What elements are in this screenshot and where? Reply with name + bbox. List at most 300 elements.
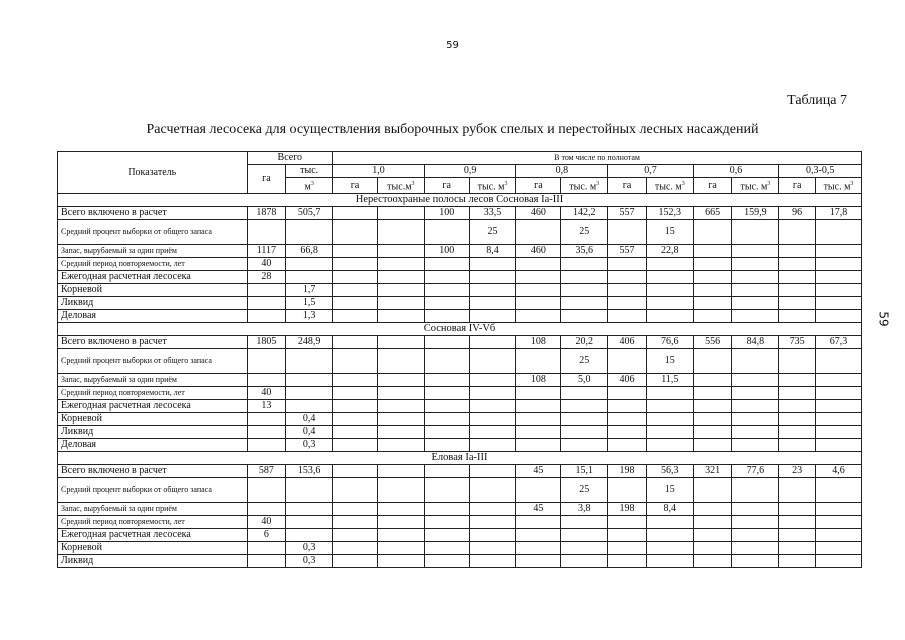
table-cell	[693, 413, 732, 426]
header-total: Всего	[247, 152, 333, 165]
table-cell	[646, 310, 693, 323]
table-cell	[377, 374, 424, 387]
table-cell: 45	[516, 503, 561, 516]
table-cell	[779, 516, 816, 529]
table-cell	[779, 349, 816, 374]
row-label: Ликвид	[58, 297, 248, 310]
section-title: Еловая Iа-III	[58, 452, 862, 465]
table-cell	[377, 349, 424, 374]
cell-total-ha	[247, 555, 286, 568]
table-cell	[469, 284, 516, 297]
cell-total-m3: 248,9	[286, 336, 333, 349]
table-cell: 557	[608, 245, 647, 258]
cell-total-m3	[286, 374, 333, 387]
table-cell	[516, 400, 561, 413]
table-cell	[608, 271, 647, 284]
table-cell	[333, 374, 378, 387]
table-cell	[608, 297, 647, 310]
table-row	[58, 529, 862, 542]
table-cell	[646, 387, 693, 400]
table-row	[58, 284, 862, 297]
row-label: Всего включено в расчет	[58, 465, 248, 478]
table-cell	[561, 439, 608, 452]
table-cell: 33,5	[469, 207, 516, 220]
section-title: Нерестоохраные полосы лесов Сосновая Iа-III	[58, 194, 862, 207]
table-cell	[779, 478, 816, 503]
table-row	[58, 439, 862, 452]
table-cell	[377, 400, 424, 413]
header-subcol-11: тыс. $м^3$	[815, 178, 861, 194]
table-cell	[646, 516, 693, 529]
table-cell	[815, 284, 861, 297]
cell-total-ha	[247, 439, 286, 452]
table-cell	[377, 542, 424, 555]
table-cell	[377, 245, 424, 258]
table-row	[58, 310, 862, 323]
table-cell	[608, 478, 647, 503]
header-total-m3-top: тыс.	[286, 165, 333, 178]
table-cell	[469, 271, 516, 284]
table-cell	[377, 439, 424, 452]
table-cell	[377, 207, 424, 220]
cell-total-m3: 1,7	[286, 284, 333, 297]
table-cell	[693, 439, 732, 452]
cell-total-m3	[286, 400, 333, 413]
table-row	[58, 271, 862, 284]
table-cell	[469, 542, 516, 555]
header-subcol-1: $тыс.м^3$	[377, 178, 424, 194]
table-cell	[424, 413, 469, 426]
row-label: Ликвид	[58, 426, 248, 439]
table-cell	[779, 284, 816, 297]
table-cell: 8,4	[646, 503, 693, 516]
cell-total-m3: 505,7	[286, 207, 333, 220]
table-cell: 460	[516, 245, 561, 258]
table-cell	[608, 387, 647, 400]
table-cell: 77,6	[732, 465, 779, 478]
table-cell	[561, 284, 608, 297]
table-cell	[693, 542, 732, 555]
table-cell	[608, 220, 647, 245]
cell-total-m3	[286, 516, 333, 529]
table-cell	[469, 310, 516, 323]
table-cell	[333, 310, 378, 323]
table-cell	[424, 374, 469, 387]
table-cell: 22,8	[646, 245, 693, 258]
table-cell	[469, 478, 516, 503]
table-cell	[779, 542, 816, 555]
document-title: Расчетная лесосека для осуществления выборочных рубок спелых и перестойных лесных насаждений	[146, 122, 759, 137]
table-row	[58, 555, 862, 568]
cell-total-m3	[286, 258, 333, 271]
table-cell	[732, 555, 779, 568]
header-subcol-6: га	[608, 178, 647, 194]
row-label: Средний процент выборки от общего запаса	[58, 478, 248, 503]
cell-total-ha	[247, 426, 286, 439]
table-row	[58, 336, 862, 349]
table-cell	[377, 555, 424, 568]
table-cell	[424, 220, 469, 245]
table-cell	[516, 271, 561, 284]
table-cell	[608, 426, 647, 439]
table-cell	[815, 271, 861, 284]
row-label: Корневой	[58, 413, 248, 426]
table-cell	[646, 439, 693, 452]
cell-total-m3: 0,3	[286, 439, 333, 452]
table-cell	[333, 439, 378, 452]
table-cell	[693, 503, 732, 516]
cell-total-ha	[247, 478, 286, 503]
table-cell	[693, 555, 732, 568]
table-cell	[516, 297, 561, 310]
table-cell	[646, 555, 693, 568]
table-cell	[561, 271, 608, 284]
table-cell	[732, 374, 779, 387]
table-cell	[516, 284, 561, 297]
table-cell	[608, 516, 647, 529]
cell-total-ha	[247, 310, 286, 323]
table-cell	[469, 516, 516, 529]
table-cell	[779, 426, 816, 439]
cell-total-m3	[286, 271, 333, 284]
table-cell	[333, 542, 378, 555]
table-cell	[424, 503, 469, 516]
table-cell	[469, 426, 516, 439]
table-cell	[469, 258, 516, 271]
cell-total-ha	[247, 413, 286, 426]
table-cell	[732, 400, 779, 413]
table-cell	[779, 503, 816, 516]
table-cell	[779, 529, 816, 542]
cell-total-ha	[247, 349, 286, 374]
section-title: Сосновая IV-Vб	[58, 323, 862, 336]
table-cell	[333, 245, 378, 258]
table-cell	[608, 310, 647, 323]
table-cell	[424, 284, 469, 297]
table-cell	[333, 349, 378, 374]
table-cell	[424, 465, 469, 478]
table-cell: 15	[646, 349, 693, 374]
table-cell: 100	[424, 245, 469, 258]
cell-total-ha	[247, 284, 286, 297]
table-cell	[516, 258, 561, 271]
table-cell	[469, 297, 516, 310]
header-subcol-8: га	[693, 178, 732, 194]
header-density-4: 0,6	[693, 165, 779, 178]
table-cell: 460	[516, 207, 561, 220]
table-cell	[732, 245, 779, 258]
cell-total-m3: 1,3	[286, 310, 333, 323]
table-cell	[693, 387, 732, 400]
table-cell	[561, 400, 608, 413]
table-cell	[333, 503, 378, 516]
table-cell	[377, 310, 424, 323]
table-row	[58, 400, 862, 413]
table-cell	[779, 258, 816, 271]
table-cell	[608, 413, 647, 426]
table-cell	[779, 413, 816, 426]
table-cell	[561, 555, 608, 568]
table-cell	[333, 336, 378, 349]
table-cell	[693, 271, 732, 284]
header-subcol-2: га	[424, 178, 469, 194]
table-cell	[516, 426, 561, 439]
table-cell	[377, 465, 424, 478]
table-cell: 25	[469, 220, 516, 245]
header-density-0: 1,0	[333, 165, 425, 178]
table-cell	[377, 503, 424, 516]
table-cell: 152,3	[646, 207, 693, 220]
table-cell	[732, 478, 779, 503]
table-cell	[732, 529, 779, 542]
table-cell	[516, 387, 561, 400]
header-total-m3-bottom: $м^3$	[286, 178, 333, 194]
table-cell	[608, 400, 647, 413]
harvest-table	[57, 151, 862, 568]
table-row	[58, 465, 862, 478]
table-cell	[516, 529, 561, 542]
table-cell	[377, 529, 424, 542]
table-cell	[516, 439, 561, 452]
table-cell	[424, 297, 469, 310]
table-cell	[693, 478, 732, 503]
cell-total-ha	[247, 297, 286, 310]
row-label: Средний период повторяемости, лет	[58, 387, 248, 400]
header-indicator: Показатель	[58, 152, 248, 194]
table-cell	[469, 503, 516, 516]
table-cell	[732, 439, 779, 452]
table-cell	[608, 258, 647, 271]
table-cell	[815, 349, 861, 374]
table-cell	[333, 387, 378, 400]
table-row	[58, 478, 862, 503]
table-cell	[646, 297, 693, 310]
table-cell	[815, 297, 861, 310]
table-cell	[377, 413, 424, 426]
table-cell	[516, 555, 561, 568]
table-cell	[424, 387, 469, 400]
table-row	[58, 503, 862, 516]
table-cell	[732, 349, 779, 374]
table-cell	[693, 310, 732, 323]
table-cell	[561, 413, 608, 426]
table-cell	[516, 349, 561, 374]
table-cell	[732, 426, 779, 439]
row-label: Корневой	[58, 284, 248, 297]
table-cell	[646, 400, 693, 413]
table-cell: 15	[646, 478, 693, 503]
table-cell	[333, 207, 378, 220]
table-cell	[469, 349, 516, 374]
table-cell	[561, 516, 608, 529]
cell-total-ha	[247, 542, 286, 555]
cell-total-m3	[286, 387, 333, 400]
table-cell	[469, 336, 516, 349]
table-cell	[469, 439, 516, 452]
table-row	[58, 349, 862, 374]
table-cell	[424, 426, 469, 439]
table-cell	[693, 297, 732, 310]
table-cell	[516, 516, 561, 529]
page-number-side: 59	[876, 311, 891, 327]
cell-total-m3	[286, 503, 333, 516]
table-cell	[377, 426, 424, 439]
row-label: Запас, вырубаемый за один приём	[58, 503, 248, 516]
table-cell	[608, 529, 647, 542]
table-cell	[779, 439, 816, 452]
row-label: Запас, вырубаемый за один приём	[58, 245, 248, 258]
table-row	[58, 387, 862, 400]
table-cell: 20,2	[561, 336, 608, 349]
table-cell	[377, 478, 424, 503]
table-cell	[646, 284, 693, 297]
table-cell	[693, 374, 732, 387]
header-subcol-4: га	[516, 178, 561, 194]
table-cell	[424, 336, 469, 349]
table-cell: 67,3	[815, 336, 861, 349]
table-cell	[608, 284, 647, 297]
table-cell	[815, 220, 861, 245]
table-cell	[779, 271, 816, 284]
table-cell	[377, 220, 424, 245]
header-density-3: 0,7	[608, 165, 694, 178]
table-cell	[469, 387, 516, 400]
row-label: Средний процент выборки от общего запаса	[58, 220, 248, 245]
cell-total-ha: 1805	[247, 336, 286, 349]
table-cell	[732, 310, 779, 323]
table-cell	[561, 297, 608, 310]
table-cell	[732, 271, 779, 284]
table-cell: 76,6	[646, 336, 693, 349]
table-cell	[646, 258, 693, 271]
table-cell	[815, 529, 861, 542]
table-cell	[815, 374, 861, 387]
table-cell	[333, 555, 378, 568]
table-cell: 3,8	[561, 503, 608, 516]
table-cell	[815, 426, 861, 439]
row-label: Корневой	[58, 542, 248, 555]
table-cell	[469, 374, 516, 387]
table-cell: 108	[516, 336, 561, 349]
table-cell	[333, 465, 378, 478]
table-cell	[333, 529, 378, 542]
table-cell: 556	[693, 336, 732, 349]
table-cell	[377, 297, 424, 310]
row-label: Ежегодная расчетная лесосека	[58, 529, 248, 542]
table-cell	[561, 387, 608, 400]
cell-total-m3	[286, 478, 333, 503]
table-cell: 25	[561, 478, 608, 503]
table-cell	[815, 439, 861, 452]
table-cell	[424, 310, 469, 323]
table-row	[58, 297, 862, 310]
table-cell	[469, 529, 516, 542]
table-cell	[693, 349, 732, 374]
table-cell: 35,6	[561, 245, 608, 258]
table-cell: 45	[516, 465, 561, 478]
table-cell	[815, 478, 861, 503]
table-row	[58, 413, 862, 426]
table-cell	[693, 220, 732, 245]
table-cell	[333, 271, 378, 284]
table-cell	[608, 349, 647, 374]
table-cell	[333, 426, 378, 439]
cell-total-m3: 0,3	[286, 542, 333, 555]
table-cell: 56,3	[646, 465, 693, 478]
table-cell: 557	[608, 207, 647, 220]
table-cell	[424, 529, 469, 542]
table-cell	[333, 297, 378, 310]
table-cell: 735	[779, 336, 816, 349]
header-subcol-7: тыс. $м^3$	[646, 178, 693, 194]
table-label: Таблица 7	[787, 93, 847, 108]
table-cell	[693, 516, 732, 529]
table-cell	[815, 555, 861, 568]
table-cell	[424, 542, 469, 555]
header-density-1: 0,9	[424, 165, 516, 178]
table-cell: 406	[608, 336, 647, 349]
table-cell	[424, 478, 469, 503]
table-row	[58, 220, 862, 245]
table-cell	[815, 542, 861, 555]
table-cell	[779, 310, 816, 323]
table-cell	[561, 310, 608, 323]
table-cell	[333, 516, 378, 529]
table-row	[58, 374, 862, 387]
table-cell	[377, 516, 424, 529]
table-cell	[608, 555, 647, 568]
table-cell	[516, 542, 561, 555]
row-label: Деловая	[58, 439, 248, 452]
table-row	[58, 258, 862, 271]
table-cell: 100	[424, 207, 469, 220]
row-label: Средний период повторяемости, лет	[58, 516, 248, 529]
table-cell	[779, 220, 816, 245]
table-cell	[732, 220, 779, 245]
table-cell	[424, 400, 469, 413]
cell-total-ha: 40	[247, 516, 286, 529]
row-label: Ликвид	[58, 555, 248, 568]
cell-total-ha: 40	[247, 258, 286, 271]
table-cell	[608, 439, 647, 452]
cell-total-m3: 66,8	[286, 245, 333, 258]
cell-total-m3: 0,3	[286, 555, 333, 568]
table-cell: 15	[646, 220, 693, 245]
table-cell: 198	[608, 465, 647, 478]
cell-total-m3: 0,4	[286, 426, 333, 439]
table-cell	[377, 258, 424, 271]
table-cell	[377, 336, 424, 349]
cell-total-m3	[286, 349, 333, 374]
table-cell: 11,5	[646, 374, 693, 387]
table-cell	[424, 555, 469, 568]
table-row	[58, 426, 862, 439]
table-cell	[779, 400, 816, 413]
table-cell	[377, 271, 424, 284]
table-cell	[732, 503, 779, 516]
cell-total-m3	[286, 220, 333, 245]
table-cell: 142,2	[561, 207, 608, 220]
table-cell	[732, 387, 779, 400]
table-cell	[693, 400, 732, 413]
table-cell	[424, 439, 469, 452]
table-cell	[646, 426, 693, 439]
table-cell: 108	[516, 374, 561, 387]
table-cell	[469, 555, 516, 568]
table-cell: 84,8	[732, 336, 779, 349]
table-cell	[779, 555, 816, 568]
table-cell: 8,4	[469, 245, 516, 258]
